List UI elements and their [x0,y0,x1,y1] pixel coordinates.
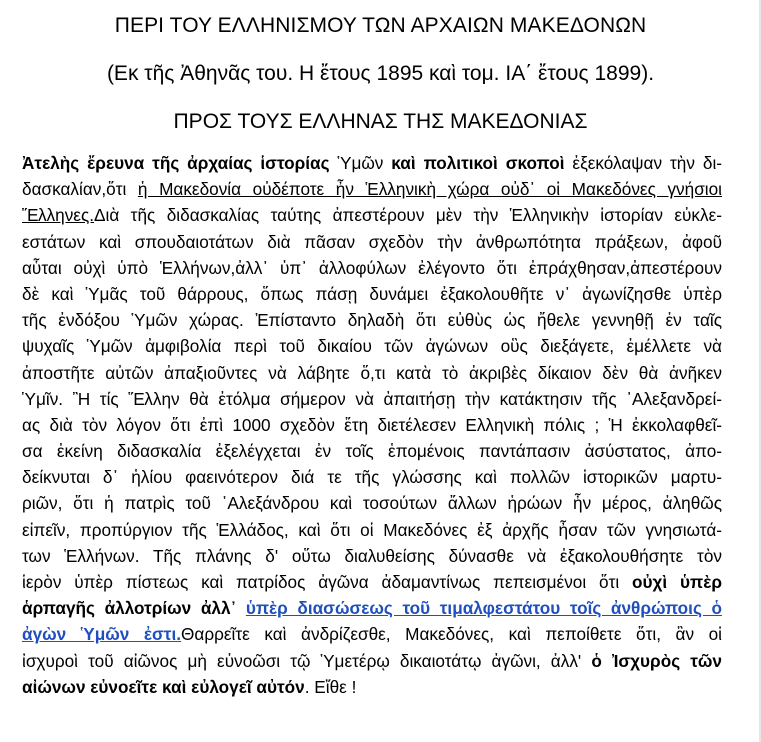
text-line: ψυχαῖς Ὑμῶν ἀμφιβολία περὶ τοῦ δικαίου τῶν ἀγώνων οὓς διεξάγετε, ἐμέλλετε νὰ [22,336,722,357]
underlined-claim-end: Ἕλληνες. [22,205,95,226]
underlined-claim: ἡ Μακεδονία οὐδέποτε ἦν Ἑλληνικὴ χώρα οὐδ᾽ οἱ Μακεδόνες γνήσιοι [137,179,722,200]
text-line: σα ἐκείνη διδασκαλία ἐξελέγχεται ἐν τοῖς ἑπομένοις παντάπασιν ἀσύστατος, ἀπο- [22,441,722,462]
text-line: δὲ καὶ Ὑμᾶς τοῦ θάρρους, ὅπως πάσῃ δυνάμει ἐξακολουθῆτε ν᾽ ἀγωνίζησθε ὑπὲρ [22,283,722,304]
text-line [22,202,722,228]
text-run: ἰσχυροὶ τοῦ αἰῶνος μὴ εὐνοῶσι τῷ Ὑμετέρῳ δικαιοτάτῳ ἀγῶνι, ἀλλ' [22,650,592,671]
bold-phrase: αἰώνων εὐνοεῖτε καὶ εὐλογεῖ αὐτόν [22,676,305,697]
source-citation: (Εκ τῆς Ἀθηνᾶς του. Η ἔτους 1895 καὶ τομ. ΙΑ΄ ἔτους 1899). [106,62,655,85]
text-line: ἀποστῆτε αὐτῶν ἀπαξιοῦντες νὰ λάβητε ὅ,τι κατὰ τὸ ἀκριβὲς δίκαιον δὲν θὰ ἀνῆκεν [22,362,722,383]
bold-phrase: Ἀτελὴς ἔρευνα τῆς ἀρχαίας ἱστορίας [22,153,330,173]
text-line [22,674,722,700]
text-line: ας διὰ τὸν λόγον ὅτι ἐπὶ 1000 σχεδὸν ἔτη διετέλεσεν Ελληνικὴ πόλις ; Ἡ ἐκκολαφθεῖ- [22,414,722,435]
text-run: ἐξεκόλαψαν τὴν δι- [564,153,722,173]
text-line [22,150,722,176]
address-heading: ΠΡΟΣ ΤΟΥΣ ΕΛΛΗΝΑΣ ΤΗΣ ΜΑΚΕΔΟΝΙΑΣ [173,110,588,133]
text-line: αὗται οὐχὶ ὑπὸ Ἑλλήνων,ἀλλ᾽ ὑπ᾽ ἀλλοφύλων ἐλέγοντο ὅτι ἐπράχθησαν,ἀπεστέρουν [22,257,722,278]
bold-phrase: καὶ πολιτικοὶ σκοποὶ [391,153,565,173]
bold-phrase: ἁρπαγῆς ἀλλοτρίων ἀλλ᾽ [22,598,237,619]
text-line: δείκνυται δ᾽ ἡλίου φαεινότερον διά τε τῆς γλώσσης καὶ πολλῶν ἱστορικῶν μαρτυ- [22,467,722,488]
text-line [22,648,722,674]
text-line: τῆς ἐνδόξου Ὑμῶν χώρας. Ἐπίσταντο δηλαδὴ ὅτι εὐθὺς ὡς ἤθελε γεννηθῇ ἐν ταῖς [22,310,722,331]
text-run: Διὰ τῆς διδασκαλίας ταύτης ἀπεστέρουν μὲν τὴν Ἑλληνικὴν ἱστορίαν εὐκλε- [94,205,722,226]
text-line: Ὑμῖν. Ἢ τίς Ἕλλην θὰ ἐτόλμα σήμερον νὰ ἀπαιτήσῃ τὴν κατάκτησιν τῆς ᾽Αλεξανδρεί- [22,388,722,409]
text-line [22,569,722,595]
text-line: εἰπεῖν, προπύργιον τῆς Ἑλλάδος, καὶ ὅτι οἱ Μακεδόνες ἐξ ἀρχῆς ἦσαν τῶν γνησιωτά- [22,519,722,540]
text-line: ριῶν, ὅτι ἡ πατρὶς τοῦ ᾽Αλεξάνδρου καὶ τοσούτων ἄλλων ἡρώων ἦν μέρος, ἀληθῶς [22,493,722,514]
text-line: εστάτων καὶ σπουδαιοτάτων διὰ πᾶσαν σχεδὸν τὴν ἀνθρωπότητα πράξεων, ἀφοῦ [22,231,722,252]
body-paragraph [22,150,722,700]
text-run: δασκαλίαν,ὅτι [22,179,138,200]
bold-phrase: ὁ Ἰσχυρὸς τῶν [591,650,722,671]
text-run: Θαρρεῖτε καὶ ἀνδρίζεσθε, Μακεδόνες, καὶ πεποίθετε ὅτι, ἂν οἱ [181,624,722,645]
text-run: ἱερὸν ὑπὲρ πίστεως καὶ πατρίδος ἀγῶνα ἀδαμαντίνως πεπεισμένοι ὅτι [22,572,633,592]
text-line: των Ἑλλήνων. Τῆς πλάνης δ' οὕτω διαλυθείσης δύνασθε νὰ ἐξακολουθήσητε τὸν [22,545,722,566]
hyperlink-phrase[interactable]: ὑπὲρ διασώσεως τοῦ τιμαλφεστάτου τοῖς ἀνθρώποις ὁ [245,598,722,619]
document-title: ΠΕΡΙ ΤΟΥ ΕΛΛΗΝΙΣΜΟΥ ΤΩΝ ΑΡΧΑΙΩΝ ΜΑΚΕΔΟΝΩΝ [114,14,647,37]
bold-phrase: οὐχὶ ὑπὲρ [632,572,722,592]
text-run: . Εἴθε ! [304,676,357,697]
text-line [22,176,722,202]
text-line [22,621,722,647]
hyperlink-phrase-end[interactable]: ἀγὼν Ὑμῶν ἐστι. [22,624,182,645]
text-line [22,595,722,621]
text-run: Ὑμῶν [329,153,392,173]
